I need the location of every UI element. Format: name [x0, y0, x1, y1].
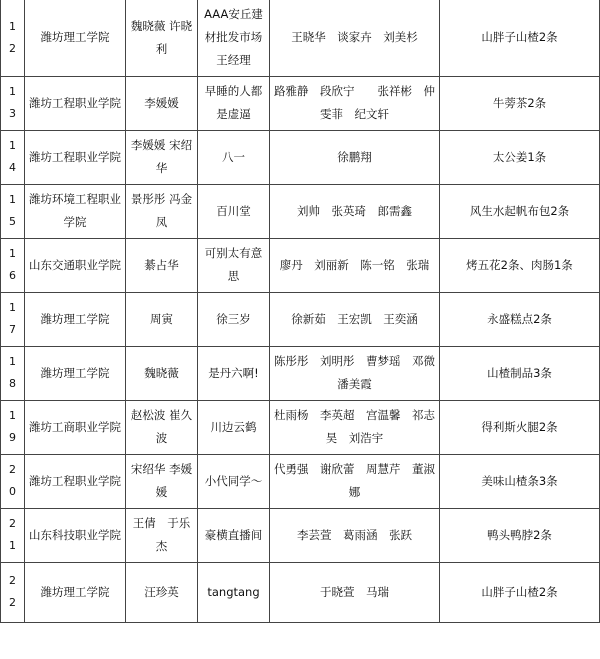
- members-cell: 路雅静 段欣宁 张祥彬 仲雯菲 纪文轩: [270, 76, 440, 130]
- table-row: [1, 508, 600, 562]
- team-cell: AAA安丘建材批发市场王经理: [198, 0, 270, 76]
- product-cell: 牛蒡茶2条: [440, 76, 600, 130]
- row-number-digit: 1: [9, 19, 16, 33]
- team-cell: 可别太有意思: [198, 238, 270, 292]
- product-cell: 永盛糕点2条: [440, 292, 600, 346]
- teacher-cell: 綦占华: [126, 238, 198, 292]
- row-number-digit: 8: [9, 377, 16, 390]
- product-cell: 得利斯火腿2条: [440, 400, 600, 454]
- row-number-cell: [1, 0, 25, 76]
- row-number-cell: [1, 454, 25, 508]
- school-cell: 潍坊理工学院: [25, 346, 126, 400]
- school-cell: 山东科技职业学院: [25, 508, 126, 562]
- row-number-digit: 4: [9, 161, 16, 174]
- row-number-digit: 2: [9, 41, 16, 55]
- table-row: [1, 0, 600, 76]
- members-cell: 杜雨杨 李英超 宫温馨 祁志昊 刘浩宇: [270, 400, 440, 454]
- table-row: [1, 562, 600, 622]
- members-cell: 刘帅 张英琦 郎需鑫: [270, 184, 440, 238]
- row-number-digit: 1: [9, 409, 16, 422]
- teacher-cell: 李媛媛 宋绍华: [126, 130, 198, 184]
- row-number-digit: 7: [9, 323, 16, 336]
- teacher-cell: 王倩 于乐杰: [126, 508, 198, 562]
- row-number-digit: 3: [9, 107, 16, 120]
- row-number-digit: 2: [9, 574, 16, 587]
- table-row: [1, 292, 600, 346]
- row-number-cell: [1, 238, 25, 292]
- members-cell: 徐新茹 王宏凯 王奕涵: [270, 292, 440, 346]
- school-cell: 潍坊理工学院: [25, 292, 126, 346]
- row-number-digit: 1: [9, 355, 16, 368]
- row-number-digit: 1: [9, 85, 16, 98]
- school-cell: 潍坊工程职业学院: [25, 76, 126, 130]
- product-cell: 风生水起帆布包2条: [440, 184, 600, 238]
- members-cell: 陈彤彤 刘明彤 曹梦瑶 邓微潘美霞: [270, 346, 440, 400]
- school-cell: 潍坊工程职业学院: [25, 130, 126, 184]
- row-number-digit: 0: [9, 485, 16, 498]
- team-cell: 豪横直播间: [198, 508, 270, 562]
- row-number-digit: 1: [9, 139, 16, 152]
- teacher-cell: 赵松波 崔久波: [126, 400, 198, 454]
- members-cell: 代勇强 谢欣蕾 周慧芹 董淑娜: [270, 454, 440, 508]
- table-row: [1, 184, 600, 238]
- row-number-cell: [1, 562, 25, 622]
- row-number-cell: [1, 346, 25, 400]
- row-number-digit: 2: [9, 596, 16, 609]
- table-row: [1, 238, 600, 292]
- row-number-digit: 1: [9, 539, 16, 552]
- members-cell: 王晓华 谈家卉 刘美杉: [270, 0, 440, 76]
- team-cell: 徐三岁: [198, 292, 270, 346]
- teacher-cell: 汪珍英: [126, 562, 198, 622]
- product-cell: 鸭头鸭脖2条: [440, 508, 600, 562]
- row-number-digit: 2: [9, 517, 16, 530]
- members-cell: 廖丹 刘丽新 陈一铭 张瑞: [270, 238, 440, 292]
- row-number-cell: [1, 292, 25, 346]
- product-cell: 烤五花2条、肉肠1条: [440, 238, 600, 292]
- product-cell: 山胖子山楂2条: [440, 0, 600, 76]
- table-row: [1, 400, 600, 454]
- school-cell: 潍坊工程职业学院: [25, 454, 126, 508]
- table-row: [1, 346, 600, 400]
- teacher-cell: 李媛媛: [126, 76, 198, 130]
- teacher-cell: 周寅: [126, 292, 198, 346]
- team-cell: 小代同学～: [198, 454, 270, 508]
- row-number-cell: [1, 76, 25, 130]
- teacher-cell: 魏晓薇 许晓利: [126, 0, 198, 76]
- teacher-cell: 魏晓薇: [126, 346, 198, 400]
- row-number-digit: 1: [9, 301, 16, 314]
- team-cell: 川边云鹤: [198, 400, 270, 454]
- school-cell: 潍坊工商职业学院: [25, 400, 126, 454]
- row-number-cell: [1, 130, 25, 184]
- row-number-digit: 1: [9, 247, 16, 260]
- product-cell: 美味山楂条3条: [440, 454, 600, 508]
- row-number-cell: [1, 184, 25, 238]
- school-cell: 潍坊理工学院: [25, 562, 126, 622]
- row-number-digit: 1: [9, 193, 16, 206]
- row-number-digit: 2: [9, 463, 16, 476]
- school-cell: 潍坊环境工程职业学院: [25, 184, 126, 238]
- product-cell: 太公姜1条: [440, 130, 600, 184]
- members-cell: 徐鹏翔: [270, 130, 440, 184]
- row-number-digit: 9: [9, 431, 16, 444]
- team-cell: tangtang: [198, 562, 270, 622]
- teacher-cell: 景彤彤 冯金凤: [126, 184, 198, 238]
- table-body: [1, 0, 600, 622]
- table-row: [1, 454, 600, 508]
- team-cell: 八一: [198, 130, 270, 184]
- row-number-cell: [1, 400, 25, 454]
- members-cell: 李芸萱 葛雨涵 张跃: [270, 508, 440, 562]
- row-number-digit: 5: [9, 215, 16, 228]
- school-cell: 山东交通职业学院: [25, 238, 126, 292]
- product-cell: 山楂制品3条: [440, 346, 600, 400]
- product-cell: 山胖子山楂2条: [440, 562, 600, 622]
- team-cell: 早睡的人都是虚逼: [198, 76, 270, 130]
- members-cell: 于晓萱 马瑞: [270, 562, 440, 622]
- team-cell: 是丹六啊!: [198, 346, 270, 400]
- team-cell: 百川堂: [198, 184, 270, 238]
- row-number-cell: [1, 508, 25, 562]
- row-number-digit: 6: [9, 269, 16, 282]
- school-cell: 潍坊理工学院: [25, 0, 126, 76]
- table-row: [1, 76, 600, 130]
- table-row: [1, 130, 600, 184]
- teacher-cell: 宋绍华 李媛媛: [126, 454, 198, 508]
